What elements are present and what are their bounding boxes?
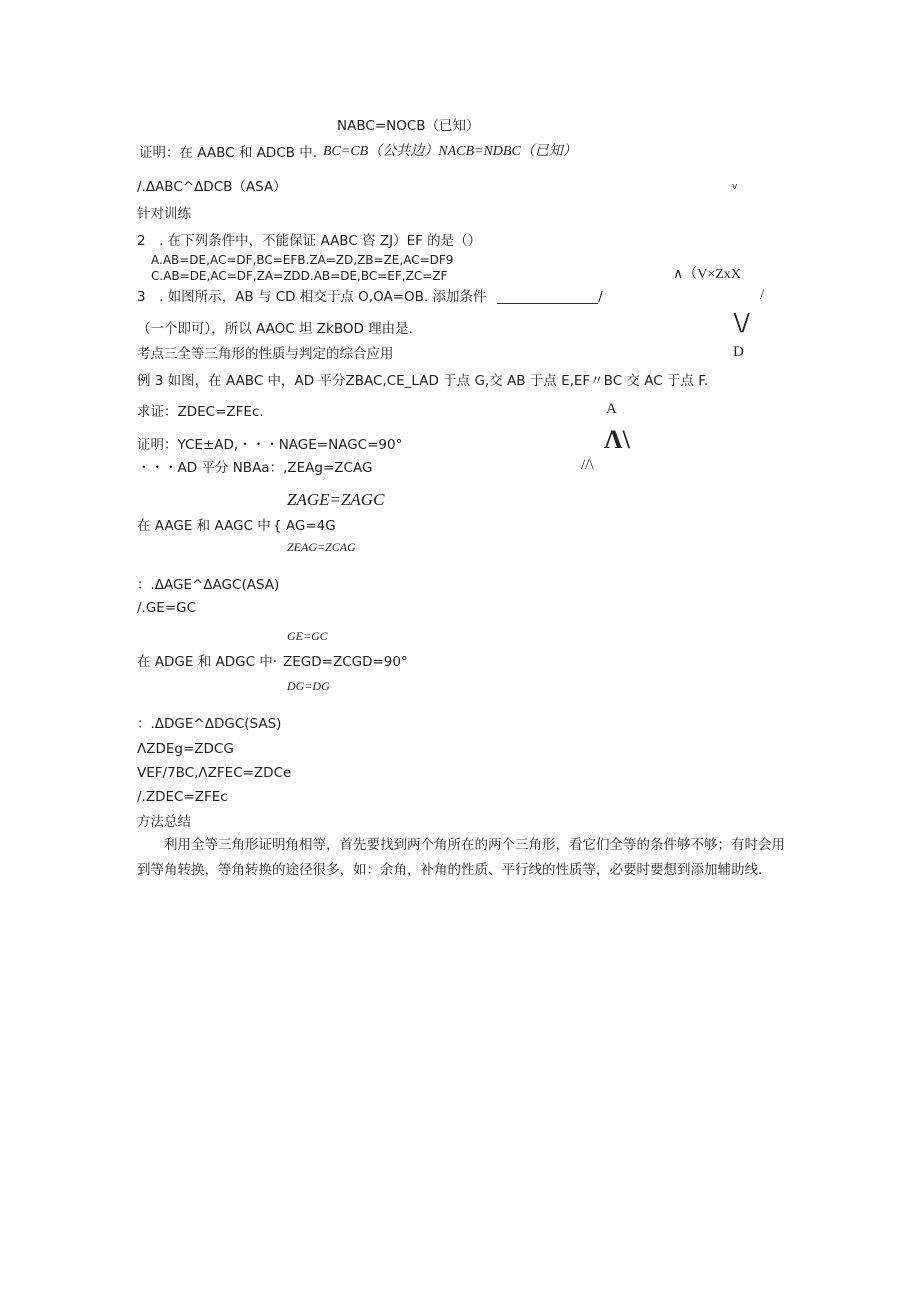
question-3-continued: （一个即可），所以 AAOC 坦 ZkBOD 理由是. [137,321,413,337]
section-heading-method-summary: 方法总结 [137,814,191,830]
prove-statement: 求证：ZDEC=ZFEc. [137,404,264,420]
section-heading-topic-3: 考点三全等三角形的性质与判定的综合应用 [137,346,394,362]
question-2: 2 . 在下列条件中，不能保证 AABC 咨 ZJ）EF 的是（） [137,233,482,249]
proof-final-conclusion: /.ZDEC=ZFEc [137,789,228,805]
question-2-options-cd: C.AB=DE,AC=DF,ZA=ZDD.AB=DE,BC=EF,ZC=ZF [151,269,448,283]
given-angle-line: NABC=NOCB（已知） [337,118,480,134]
proof-congruence-sas: ：.ΔDGE^ΔDGC(SAS) [137,716,282,732]
example-3-statement: 例 3 如图，在 AABC 中，AD 平分ZBAC,CE_LAD 于点 G,交 AB 于点 E,EF〃BC 交 AC 于点 F. [137,373,709,389]
question-3: 3 . 如图所示，AB 与 CD 相交于点 O,OA=OB. 添加条件 [137,289,487,305]
proof-line-2: ・・・AD 平分 NBAa：,ZEAg=ZCAG [137,460,373,476]
proof-in-triangles-1: 在 AAGE 和 AAGC 中 [137,518,271,534]
stray-mark: v [732,182,738,192]
congruence-conclusion: /.ΔABC^ΔDCB（ASA） [137,179,287,195]
proof-parallel-step: VEF/7BC,ΛZFEC=ZDCe [137,765,292,781]
figure-1-v-shape: \/ [734,308,750,339]
proof-right-angles: ZEGD=ZCGD=90° [283,654,408,670]
proof-ge-gc: /.GE=GC [137,600,197,616]
proof-angle-dec-dcg: ΛZDEg=ZDCG [137,741,234,757]
proof-condition-dg-dg: DG=DG [287,679,330,693]
figure-1-slash: / [760,287,765,303]
figure-1-top-label: ∧（V×ZxX [673,267,741,282]
figure-2-triangle-bottom: //\ [581,457,594,473]
proof-line-1: 证明：YCE±AD,・・・NAGE=NAGC=90° [137,437,403,453]
proof-condition-ge-gc: GE=GC [287,629,328,643]
proof-angle-condition: ZEAG=ZCAG [287,540,356,554]
proof-intro: 证明：在 AABC 和 ADCB 中. [139,145,318,161]
figure-2-point-a: A [606,401,617,417]
section-heading-practice: 针对训练 [137,206,191,222]
proof-equation-angles: ZAGE=ZAGC [287,490,385,509]
question-3-blank: _______________/ [497,289,603,305]
proof-brace-condition: { AG=4G [273,518,336,534]
figure-2-triangle-top: Λ\ [604,425,630,454]
proof-conditions: BC=CB（公共边）NACB=NDBC（已知） [323,144,577,159]
question-2-options-ab: A.AB=DE,AC=DF,BC=EFB.ZA=ZD,ZB=ZE,AC=DF9 [151,253,454,267]
proof-congruence-asa: ：.ΔAGE^ΔAGC(ASA) [137,577,280,593]
method-summary-paragraph: 利用全等三角形证明角相等，首先要找到两个角所在的两个三角形，看它们全等的条件够不够；有时会用到等角转换，等角转换的途径很多，如：余角，补角的性质、平行线的性质等，必要时要想到添加辅助线. [137,837,785,878]
figure-1-point-d: D [733,344,744,360]
proof-in-triangles-2: 在 ADGE 和 ADGC 中· [137,654,278,670]
